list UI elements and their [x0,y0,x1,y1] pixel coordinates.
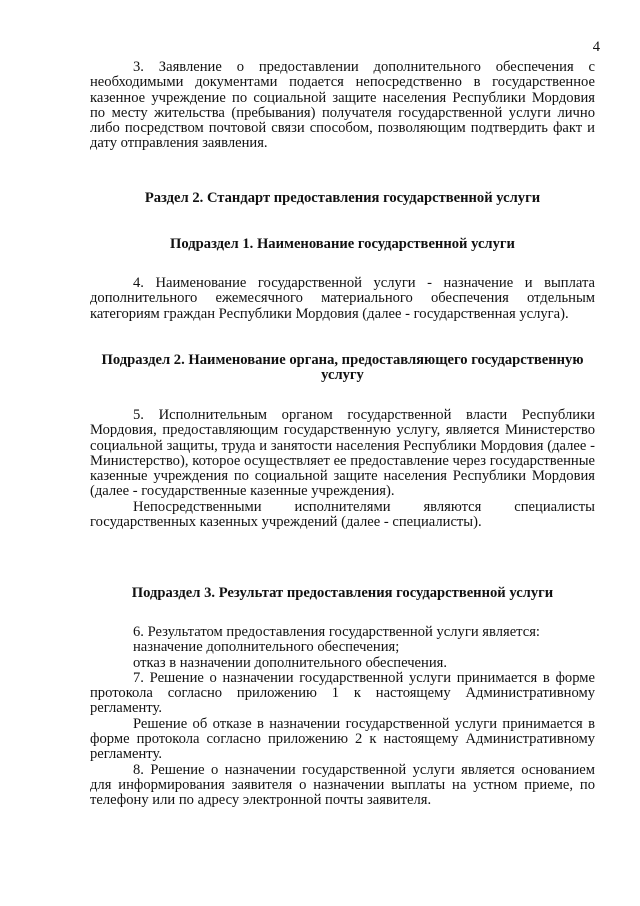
paragraph-7: 7. Решение о назначении государственной услуги принимается в форме протокола согласно приложению 1 к настоящему Административному регламенту. [90,669,595,717]
paragraph-5-executors: Непосредственными исполнителями являются специалисты государственных казенных учреждений (далее - специалисты). [90,498,595,531]
paragraph-3-block [90,60,595,152]
subsection-3-title: Подраздел 3. Результат предоставления государственной услуги [131,585,554,601]
paragraph-7-refusal: Решение об отказе в назначении государственной услуги принимается в форме протокола согласно приложению 2 к настоящему Административному регламенту. [90,715,595,763]
paragraph-6-item-2: отказ в назначении дополнительного обеспечения. [133,654,448,671]
subsection-1-heading-block [90,237,595,252]
paragraph-3: 3. Заявление о предоставлении дополнительного обеспечения с необходимыми документами подается непосредственно в государственное казенное учреждение по социальной защите населения Республики Мордовия по месту жительства (пребывания) получателя государственной услуги лично либо посредством почтовой связи способом, позволяющим подтвердить факт и дату отправления заявления. [90,59,595,152]
paragraph-6-8-block [90,625,595,809]
paragraph-4: 4. Наименование государственной услуги - назначение и выплата дополнительного ежемесячного материального обеспечения отдельным категориям граждан Республики Мордовия (далее - государственная услуга). [90,275,595,322]
paragraph-6: 6. Результатом предоставления государственной услуги является: [133,624,540,640]
paragraph-4-block [90,276,595,322]
subsection-2-heading-block [90,353,595,384]
paragraph-8: 8. Решение о назначении государственной услуги является основанием для информирования заявителя о назначении выплаты на устном приеме, по телефону или по адресу электронной почты заявителя. [90,761,595,809]
section-2-title: Раздел 2. Стандарт предоставления государственной услуги [144,190,541,206]
paragraph-5-block [90,408,595,530]
page-number: 4 [592,39,600,55]
section-2-heading-block [90,191,595,206]
subsection-1-title: Подраздел 1. Наименование государственной услуги [170,236,515,252]
subsection-2-title: Подраздел 2. Наименование органа, предоставляющего государственную услугу [101,352,584,384]
subsection-3-heading-block [90,586,595,601]
paragraph-5: 5. Исполнительным органом государственной власти Республики Мордовия, предоставляющим государственную услугу, является Министерство социальной защиты, труда и занятости населения Республики Мордовия (далее - Министерство), которое осуществляет ее предоставление через государственные казенные учреждения по социальной защите населения Республики Мордовия (далее - государственные казенные учреждения). [90,407,595,500]
paragraph-6-item-1: назначение дополнительного обеспечения; [133,639,400,656]
